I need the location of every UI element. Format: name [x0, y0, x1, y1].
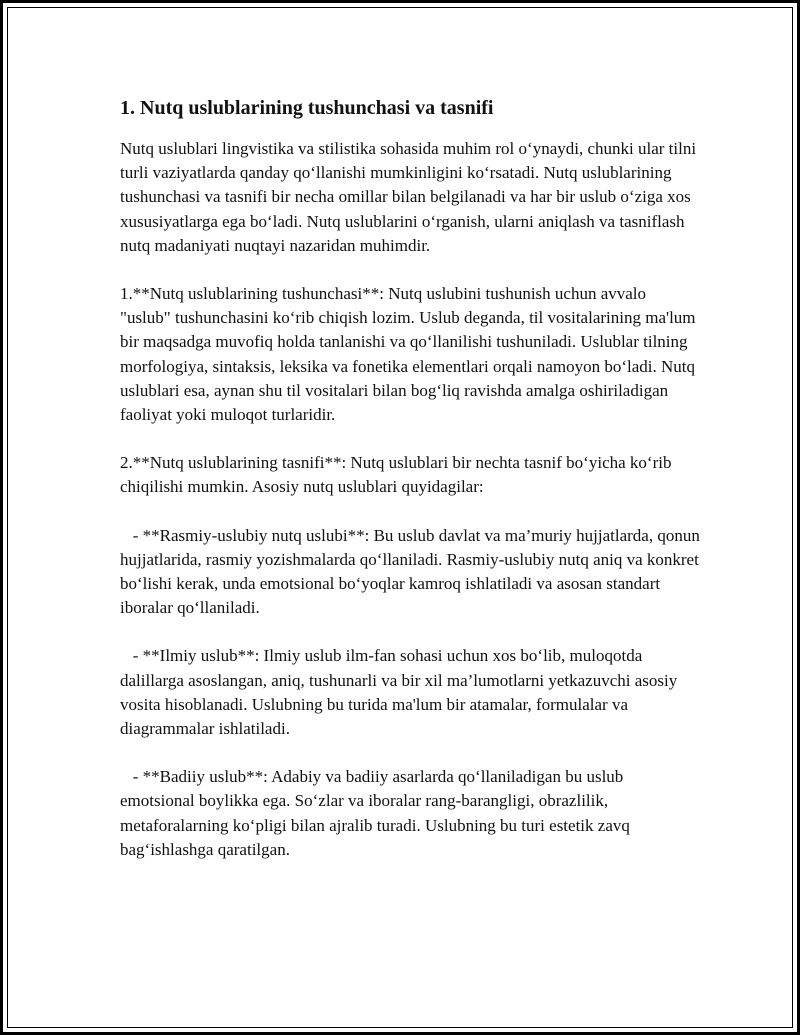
official-style-item: - **Rasmiy-uslubiy nutq uslubi**: Bu uslub davlat va ma’muriy hujjatlarda, qonun hujjatlarida, rasmiy yozishmalarda qo‘llaniladi. Rasmiy-uslubiy nutq aniq va konkret bo‘lishi kerak, unda emotsional bo‘yoqlar kamroq ishlatiladi va asosan standart iboralar qo‘llaniladi.: [120, 525, 705, 618]
document-body: [120, 95, 705, 886]
intro-paragraph: Nutq uslublari lingvistika va stilistika sohasida muhim rol o‘ynaydi, chunki ular tilni turli vaziyatlarda qanday qo‘llanishi mumkinligini ko‘rsatadi. Nutq uslublarining tushunchasi va tasnifi bir necha omillar bilan belgilanadi va har bir uslub o‘ziga xos xususiyatlarga ega bo‘ladi. Nutq uslublarini o‘rganish, ularni aniqlash va tasniflash nutq madaniyati nuqtayi nazaridan muhimdir.: [120, 139, 701, 255]
artistic-style-item: - **Badiiy uslub**: Adabiy va badiiy asarlarda qo‘llaniladigan bu uslub emotsional boylikka ega. So‘zlar va iboralar rang-barangligi, obrazlilik, metaforalarning ko‘pligi bilan ajralib turadi. Uslubning bu turi estetik zavq bag‘ishlashga qaratilgan.: [120, 767, 635, 859]
section-heading: 1. Nutq uslublarining tushunchasi va tasnifi: [120, 97, 494, 119]
scientific-style-item: - **Ilmiy uslub**: Ilmiy uslub ilm-fan sohasi uchun xos bo‘lib, muloqotda dalillarga asoslangan, aniq, tushunarli va bir xil ma’lumotlarni yetkazuvchi asosiy vosita hisoblanadi. Uslubning bu turida ma'lum bir atamalar, formulalar va diagrammalar ishlatiladi.: [120, 646, 682, 739]
concept-paragraph: 1.**Nutq uslublarining tushunchasi**: Nutq uslubini tushunish uchun avvalo "uslub" tushunchasini ko‘rib chiqish lozim. Uslub deganda, til vositalarining ma'lum bir maqsadga muvofiq holda tanlanishi va qo‘llanilishi tushuniladi. Uslublar tilning morfologiya, sintaksis, leksika va fonetika elementlari orqali namoyon bo‘ladi. Nutq uslublari esa, aynan shu til vositalari bilan bog‘liq ravishda amalga oshiriladigan faoliyat yoki muloqot turlaridir.: [120, 284, 700, 425]
classification-paragraph: 2.**Nutq uslublarining tasnifi**: Nutq uslublari bir nechta tasnif bo‘yicha ko‘rib chiqilishi mumkin. Asosiy nutq uslublari quyidagilar:: [120, 453, 676, 497]
